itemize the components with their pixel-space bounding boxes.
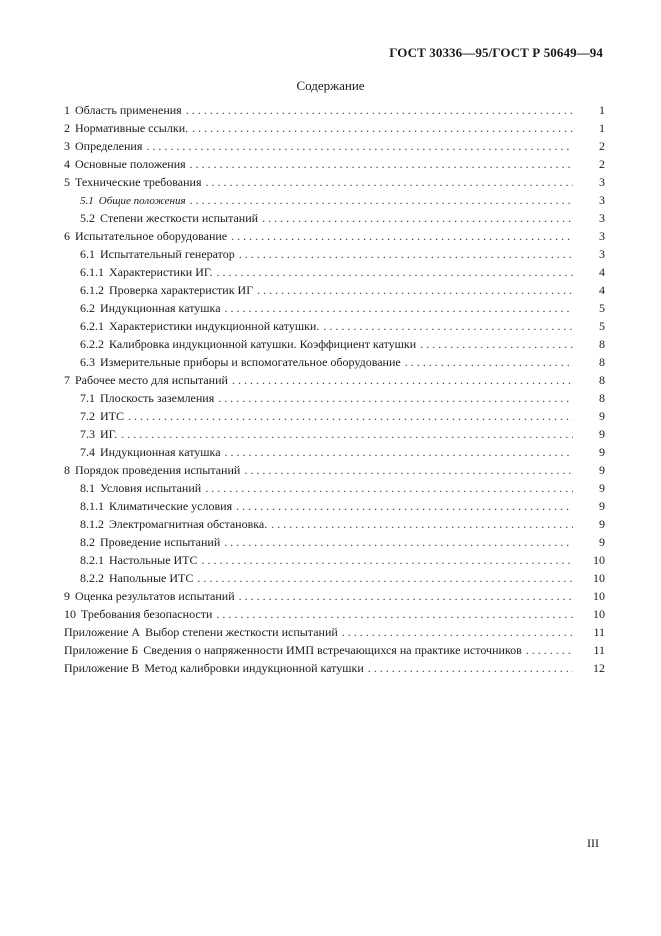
toc-entry xyxy=(64,569,605,587)
toc-entry-number: 8.2.1 xyxy=(80,553,104,567)
dot-leader xyxy=(202,551,573,569)
toc-entry xyxy=(64,497,605,515)
toc-entry-title: Метод калибровки индукционной катушки xyxy=(144,661,364,675)
dot-leader xyxy=(121,425,573,443)
page-number: III xyxy=(587,836,599,850)
dot-leader xyxy=(186,101,573,119)
toc-entry-page: 1 xyxy=(599,103,605,117)
dot-leader xyxy=(225,443,573,461)
toc-entry-label xyxy=(80,443,221,461)
toc-entry-label xyxy=(64,119,188,137)
dot-leader xyxy=(205,173,573,191)
toc-entry-page: 10 xyxy=(593,589,605,603)
dot-leader xyxy=(218,389,573,407)
toc-entry-title: Калибровка индукционной катушки. Коэффициент катушки xyxy=(109,337,417,351)
toc-entry-page: 11 xyxy=(593,643,605,657)
toc-entry-page: 1 xyxy=(599,121,605,135)
toc-entry-page: 8 xyxy=(599,373,605,387)
toc-entry-number: 7 xyxy=(64,373,70,387)
toc-entry xyxy=(64,443,605,461)
toc-entry-number: 7.4 xyxy=(80,445,95,459)
toc-entry-label xyxy=(64,659,364,677)
toc-entry xyxy=(64,209,605,227)
toc-entry xyxy=(64,227,605,245)
toc-entry-label xyxy=(80,299,221,317)
toc-entry-number: 8.2 xyxy=(80,535,95,549)
toc-entry-label xyxy=(64,587,235,605)
toc-entry xyxy=(64,173,605,191)
toc-entry-title: Сведения о напряженности ИМП встречающихся на практике источников xyxy=(143,643,522,657)
toc-entry-title: Оценка результатов испытаний xyxy=(75,589,235,603)
toc-entry xyxy=(64,245,605,263)
toc-entry-number: Приложение Б xyxy=(64,643,139,657)
toc-entry-number: 10 xyxy=(64,607,76,621)
toc-entry-title: Настольные ИТС xyxy=(109,553,198,567)
toc-entry-number: 6.1 xyxy=(80,247,95,261)
dot-leader xyxy=(225,299,573,317)
toc-entry-title: Проверка характеристик ИГ xyxy=(109,283,254,297)
toc-entry-title: Рабочее место для испытаний xyxy=(75,373,228,387)
toc-entry xyxy=(64,605,605,623)
toc-entry-number: 6.2.2 xyxy=(80,337,104,351)
toc-entry-number: 6 xyxy=(64,229,70,243)
toc-entry-page: 9 xyxy=(599,445,605,459)
toc-entry-label xyxy=(64,101,182,119)
toc-entry-page: 11 xyxy=(593,625,605,639)
toc-entry-page: 9 xyxy=(599,409,605,423)
toc-entry-page: 4 xyxy=(599,283,605,297)
dot-leader xyxy=(368,659,573,677)
toc-entry-page: 9 xyxy=(599,535,605,549)
toc-entry xyxy=(64,155,605,173)
toc-entry-page: 9 xyxy=(599,517,605,531)
toc-entry-label xyxy=(80,389,214,407)
dot-leader xyxy=(271,515,573,533)
dot-leader xyxy=(205,479,573,497)
toc-entry-page: 10 xyxy=(593,553,605,567)
toc-entry-label xyxy=(64,641,522,659)
toc-entry-title: Порядок проведения испытаний xyxy=(75,463,241,477)
toc-entry xyxy=(64,515,605,533)
dot-leader xyxy=(128,407,573,425)
toc-entry-number: 8.1 xyxy=(80,481,95,495)
toc-entry-label xyxy=(64,371,228,389)
toc-entry-title: Характеристики индукционной катушки. xyxy=(109,319,320,333)
toc-entry-title: Характеристики ИГ. xyxy=(109,265,213,279)
toc-entry-page: 3 xyxy=(599,211,605,225)
toc-entry-label xyxy=(80,515,267,533)
toc-entry-title: ИГ. xyxy=(100,427,118,441)
dot-leader xyxy=(262,209,573,227)
dot-leader xyxy=(232,371,573,389)
toc-entry-number: Приложение А xyxy=(64,625,141,639)
toc-entry xyxy=(64,659,605,677)
toc-entry-page: 5 xyxy=(599,319,605,333)
toc-entry-number: 8.1.1 xyxy=(80,499,104,513)
toc-entry-title: Индукционная катушка xyxy=(100,301,221,315)
toc-entry-label xyxy=(80,569,193,587)
toc-entry-title: Основные положения xyxy=(75,157,186,171)
dot-leader xyxy=(216,263,573,281)
toc-entry-page: 2 xyxy=(599,157,605,171)
toc-entry-number: 8.2.2 xyxy=(80,571,104,585)
toc-entry-title: Индукционная катушка xyxy=(100,445,221,459)
toc-entry-title: Климатические условия xyxy=(109,499,233,513)
toc-entry-number: 6.1.2 xyxy=(80,283,104,297)
toc-entry xyxy=(64,101,605,119)
toc-entry-label xyxy=(80,497,232,515)
toc-entry-number: 6.3 xyxy=(80,355,95,369)
toc-entry xyxy=(64,191,605,209)
dot-leader xyxy=(197,569,573,587)
toc-entry-label xyxy=(80,533,220,551)
toc-entry-number: Приложение В xyxy=(64,661,140,675)
toc-entry-page: 3 xyxy=(599,193,605,207)
toc-entry xyxy=(64,407,605,425)
toc-entry-label xyxy=(64,155,186,173)
toc-entry xyxy=(64,281,605,299)
toc-entry-page: 12 xyxy=(593,661,605,675)
toc-entry-page: 3 xyxy=(599,175,605,189)
toc-entry-label xyxy=(80,425,117,443)
toc-entry-title: Определения xyxy=(75,139,143,153)
toc-entry xyxy=(64,479,605,497)
toc-entry-label xyxy=(64,173,201,191)
toc-entry xyxy=(64,137,605,155)
dot-leader xyxy=(146,137,573,155)
dot-leader xyxy=(236,497,573,515)
dot-leader xyxy=(405,353,573,371)
dot-leader xyxy=(239,245,573,263)
toc-entry xyxy=(64,317,605,335)
toc-entry xyxy=(64,335,605,353)
toc-entry-page: 3 xyxy=(599,229,605,243)
dot-leader xyxy=(216,605,573,623)
toc-entry-title: Измерительные приборы и вспомогательное оборудование xyxy=(100,355,401,369)
toc-entry-title: Напольные ИТС xyxy=(109,571,194,585)
toc-entry-title: Технические требования xyxy=(75,175,202,189)
toc-entry-title: Проведение испытаний xyxy=(100,535,221,549)
dot-leader xyxy=(190,155,573,173)
toc-entry xyxy=(64,263,605,281)
toc-entry-number: 3 xyxy=(64,139,70,153)
toc-entry-label xyxy=(80,317,319,335)
toc-entry xyxy=(64,551,605,569)
table-of-contents xyxy=(64,101,605,677)
toc-entry-label xyxy=(64,605,212,623)
toc-entry-number: 5.1 xyxy=(80,195,94,207)
dot-leader xyxy=(420,335,573,353)
toc-entry-title: Область применения xyxy=(75,103,182,117)
toc-entry-number: 1 xyxy=(64,103,70,117)
toc-entry-label xyxy=(80,407,124,425)
toc-entry-label xyxy=(80,335,416,353)
dot-leader xyxy=(526,641,573,659)
dot-leader xyxy=(239,587,573,605)
toc-entry-page: 4 xyxy=(599,265,605,279)
toc-entry xyxy=(64,641,605,659)
toc-entry-number: 7.3 xyxy=(80,427,95,441)
dot-leader xyxy=(192,119,573,137)
toc-entry xyxy=(64,587,605,605)
toc-entry-title: Условия испытаний xyxy=(100,481,202,495)
toc-entry xyxy=(64,353,605,371)
toc-entry-title: Плоскость заземления xyxy=(100,391,215,405)
dot-leader xyxy=(342,623,573,641)
toc-entry xyxy=(64,461,605,479)
toc-entry-title: Электромагнитная обстановка. xyxy=(109,517,268,531)
toc-entry-number: 9 xyxy=(64,589,70,603)
toc-entry-number: 7.2 xyxy=(80,409,95,423)
toc-entry-label xyxy=(64,137,142,155)
toc-entry-number: 6.1.1 xyxy=(80,265,104,279)
toc-entry-label xyxy=(80,245,235,263)
toc-entry-number: 5 xyxy=(64,175,70,189)
toc-entry-label xyxy=(64,461,240,479)
dot-leader xyxy=(231,227,573,245)
dot-leader xyxy=(257,281,573,299)
toc-entry xyxy=(64,389,605,407)
toc-entry xyxy=(64,371,605,389)
dot-leader xyxy=(323,317,573,335)
toc-entry-number: 7.1 xyxy=(80,391,95,405)
toc-entry xyxy=(64,533,605,551)
toc-entry-page: 8 xyxy=(599,355,605,369)
toc-entry-title: Испытательный генератор xyxy=(100,247,235,261)
toc-entry-label xyxy=(80,192,186,210)
toc-entry-page: 8 xyxy=(599,337,605,351)
toc-entry-page: 10 xyxy=(593,607,605,621)
dot-leader xyxy=(224,533,573,551)
toc-entry-title: Степени жесткости испытаний xyxy=(100,211,259,225)
toc-entry-number: 2 xyxy=(64,121,70,135)
toc-entry-page: 9 xyxy=(599,463,605,477)
toc-entry xyxy=(64,119,605,137)
toc-entry-label xyxy=(80,479,201,497)
toc-entry-title: Общие положения xyxy=(98,195,186,207)
toc-entry-label xyxy=(80,263,212,281)
toc-entry-page: 10 xyxy=(593,571,605,585)
toc-entry-label xyxy=(80,209,258,227)
page-title: Содержание xyxy=(296,78,365,93)
toc-entry-page: 2 xyxy=(599,139,605,153)
toc-entry-label xyxy=(64,623,338,641)
toc-entry-number: 6.2.1 xyxy=(80,319,104,333)
document-header: ГОСТ 30336—95/ГОСТ Р 50649—94 xyxy=(389,45,603,60)
toc-entry-title: Требования безопасности xyxy=(81,607,213,621)
toc-entry-label xyxy=(80,281,253,299)
toc-entry-page: 8 xyxy=(599,391,605,405)
toc-entry-number: 5.2 xyxy=(80,211,95,225)
toc-entry-title: Нормативные ссылки. xyxy=(75,121,189,135)
toc-entry-title: ИТС xyxy=(100,409,124,423)
toc-entry-number: 6.2 xyxy=(80,301,95,315)
toc-entry-label xyxy=(80,353,401,371)
dot-leader xyxy=(190,191,573,209)
toc-entry-title: Испытательное оборудование xyxy=(75,229,228,243)
toc-entry-number: 8 xyxy=(64,463,70,477)
toc-entry-number: 8.1.2 xyxy=(80,517,104,531)
toc-entry-label xyxy=(64,227,227,245)
toc-entry-page: 9 xyxy=(599,481,605,495)
toc-entry xyxy=(64,425,605,443)
toc-entry-page: 9 xyxy=(599,427,605,441)
toc-entry-page: 5 xyxy=(599,301,605,315)
toc-entry xyxy=(64,299,605,317)
toc-entry-number: 4 xyxy=(64,157,70,171)
toc-entry xyxy=(64,623,605,641)
toc-entry-page: 9 xyxy=(599,499,605,513)
toc-entry-label xyxy=(80,551,198,569)
toc-entry-title: Выбор степени жесткости испытаний xyxy=(145,625,338,639)
dot-leader xyxy=(244,461,573,479)
toc-entry-page: 3 xyxy=(599,247,605,261)
